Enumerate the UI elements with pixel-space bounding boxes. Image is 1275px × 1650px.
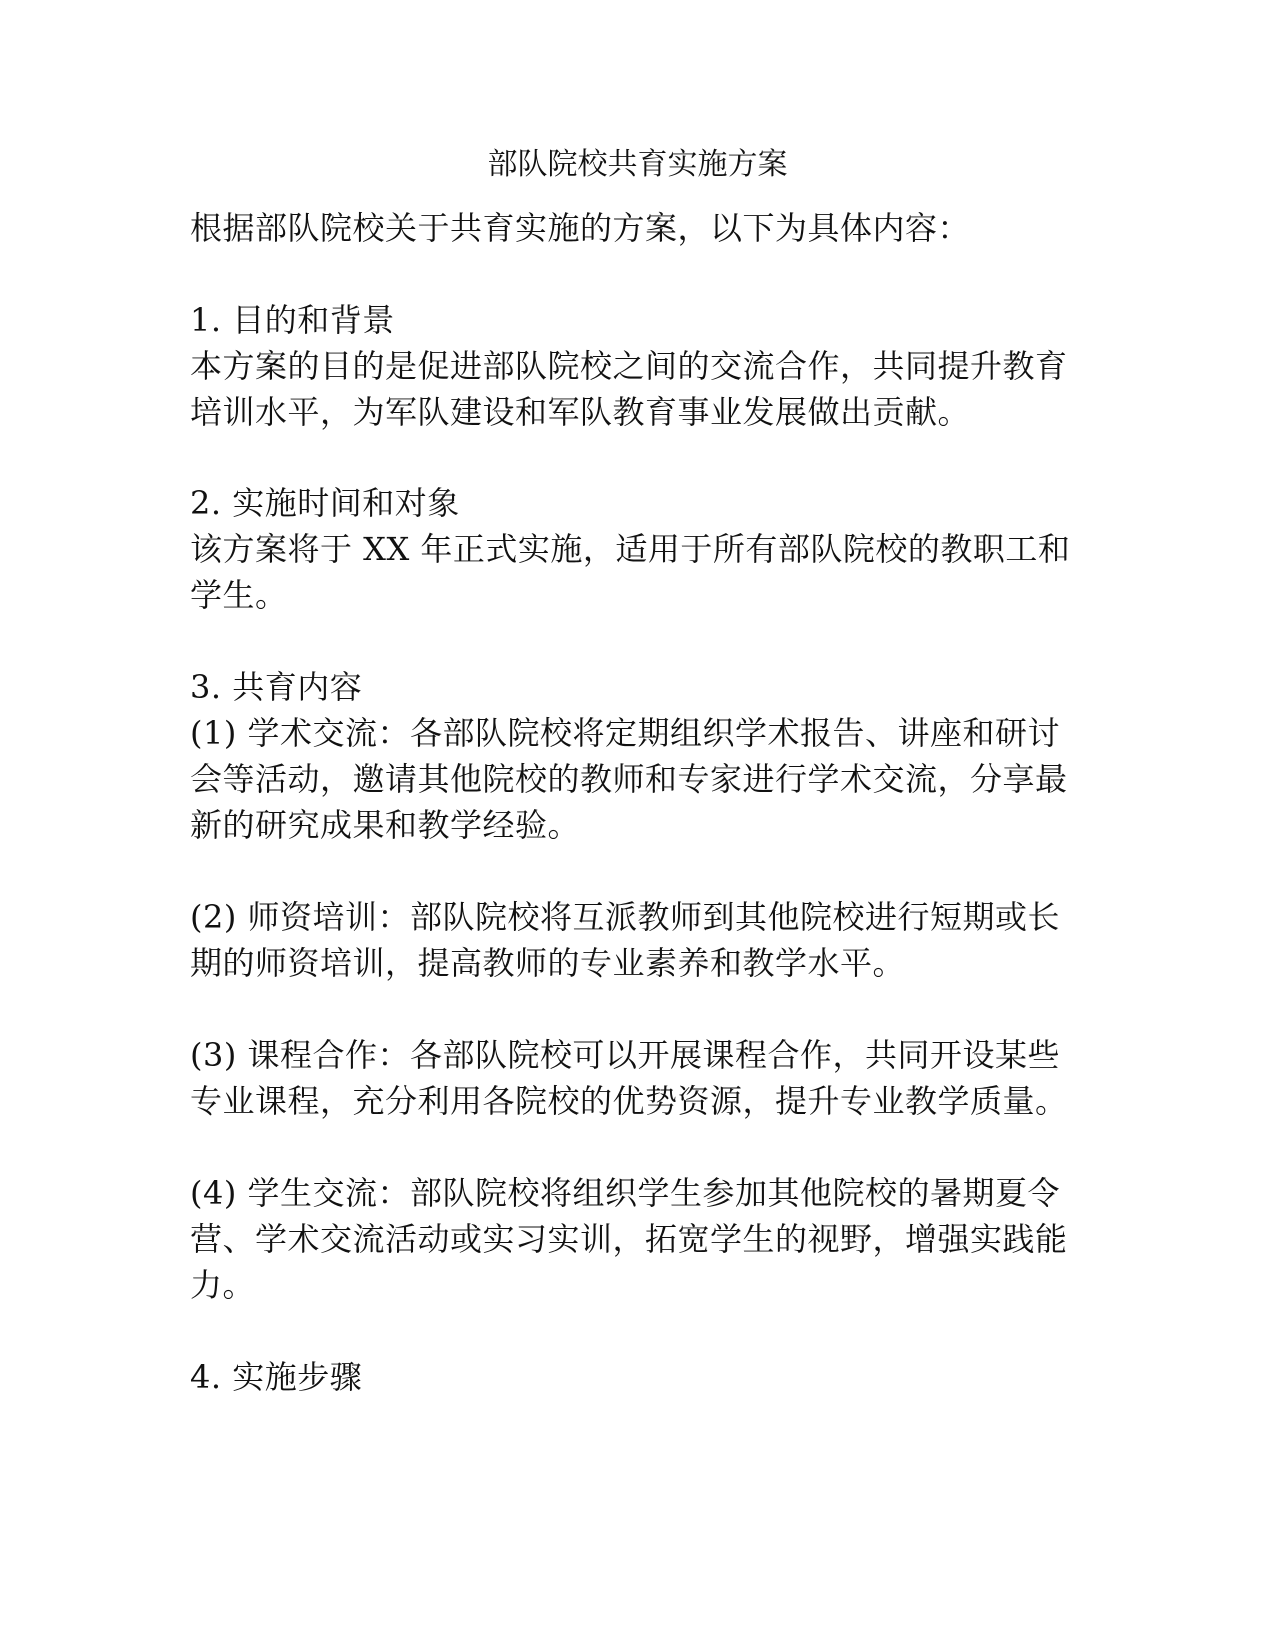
section-3-item-4-line-1: (4) 学生交流：部队院校将组织学生参加其他院校的暑期夏令 (190, 1174, 1061, 1212)
section-3-item-1-line-2: 会等活动，邀请其他院校的教师和专家进行学术交流，分享最 (190, 760, 1068, 798)
section-1-line-2: 培训水平，为军队建设和军队教育事业发展做出贡献。 (190, 393, 971, 431)
section-3-item-4-line-3: 力。 (190, 1266, 256, 1304)
section-3-item-4-line-2: 营、学术交流活动或实习实训，拓宽学生的视野，增强实践能 (190, 1220, 1068, 1258)
section-3-item-3-line-2: 专业课程，充分利用各院校的优势资源，提升专业教学质量。 (190, 1082, 1068, 1120)
section-3-heading: 3. 共育内容 (190, 668, 363, 706)
section-3-item-2-line-1: (2) 师资培训：部队院校将互派教师到其他院校进行短期或长 (190, 898, 1061, 936)
section-3-item-1-line-3: 新的研究成果和教学经验。 (190, 806, 581, 844)
intro-paragraph: 根据部队院校关于共育实施的方案，以下为具体内容： (190, 209, 971, 247)
section-2-line-2: 学生。 (190, 576, 288, 614)
section-3-item-2-line-2: 期的师资培训，提高教师的专业素养和教学水平。 (190, 944, 906, 982)
section-4-heading: 4. 实施步骤 (190, 1358, 363, 1396)
section-2-heading: 2. 实施时间和对象 (190, 484, 460, 522)
page-title: 部队院校共育实施方案 (487, 147, 788, 182)
section-2-line-1: 该方案将于 XX 年正式实施，适用于所有部队院校的教职工和 (190, 530, 1071, 568)
section-1-line-1: 本方案的目的是促进部队院校之间的交流合作，共同提升教育 (190, 347, 1068, 385)
section-1-heading: 1. 目的和背景 (190, 301, 395, 339)
section-3-item-3-line-1: (3) 课程合作：各部队院校可以开展课程合作，共同开设某些 (190, 1036, 1061, 1074)
section-3-item-1-line-1: (1) 学术交流：各部队院校将定期组织学术报告、讲座和研讨 (190, 714, 1061, 752)
